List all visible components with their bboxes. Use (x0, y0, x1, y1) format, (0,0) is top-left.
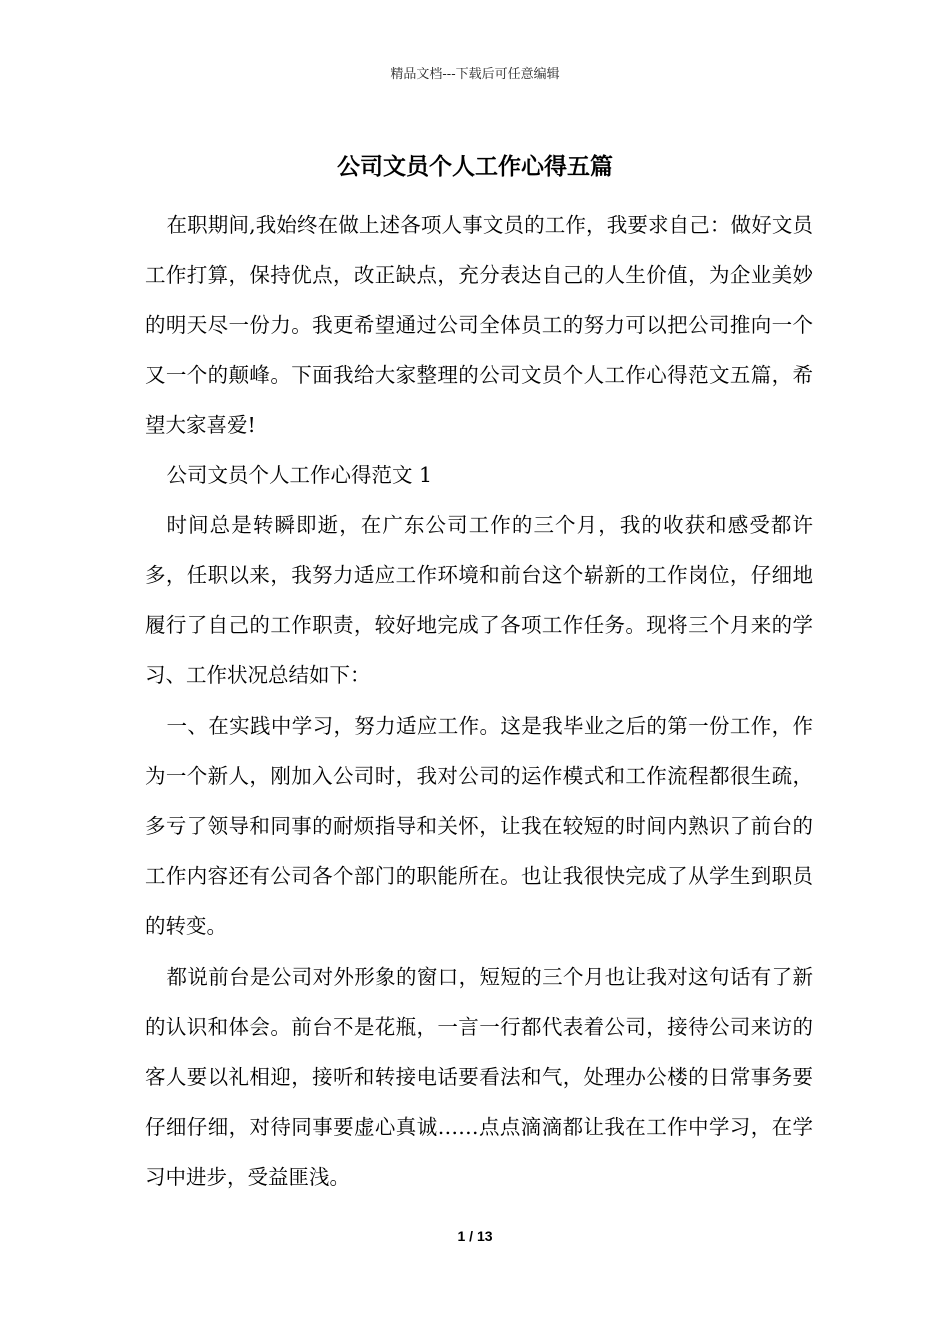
body-paragraph: 都说前台是公司对外形象的窗口，短短的三个月也让我对这句话有了新的认识和体会。前台不是花瓶，一言一行都代表着公司，接待公司来访的客人要以礼相迎，接听和转接电话要看法和气，处理办公楼的日常事务要仔细仔细，对待同事要虚心真诚……点点滴滴都让我在工作中学习，在学习中进步，受益匪浅。 (145, 965, 813, 1189)
document-title: 公司文员个人工作心得五篇 (337, 153, 613, 180)
page-number: 1 / 13 (457, 1228, 493, 1244)
page-header: 精品文档---下载后可任意编辑 (390, 67, 560, 82)
section-heading: 公司文员个人工作心得范文 1 (166, 463, 433, 487)
document-body (145, 200, 813, 1202)
body-paragraph: 时间总是转瞬即逝，在广东公司工作的三个月，我的收获和感受都许多，任职以来，我努力适应工作环境和前台这个崭新的工作岗位，仔细地履行了自己的工作职责，较好地完成了各项工作任务。现将三个月来的学习、工作状况总结如下： (145, 513, 813, 687)
intro-paragraph: 在职期间,我始终在做上述各项人事文员的工作，我要求自己：做好文员工作打算，保持优点，改正缺点，充分表达自己的人生价值，为企业美妙的明天尽一份力。我更希望通过公司全体员工的努力可以把公司推向一个又一个的颠峰。下面我给大家整理的公司文员个人工作心得范文五篇，希望大家喜爱! (145, 213, 813, 437)
body-paragraph: 一、在实践中学习，努力适应工作。这是我毕业之后的第一份工作，作为一个新人，刚加入公司时，我对公司的运作模式和工作流程都很生疏，多亏了领导和同事的耐烦指导和关怀，让我在较短的时间内熟识了前台的工作内容还有公司各个部门的职能所在。也让我很快完成了从学生到职员的转变。 (145, 714, 813, 938)
